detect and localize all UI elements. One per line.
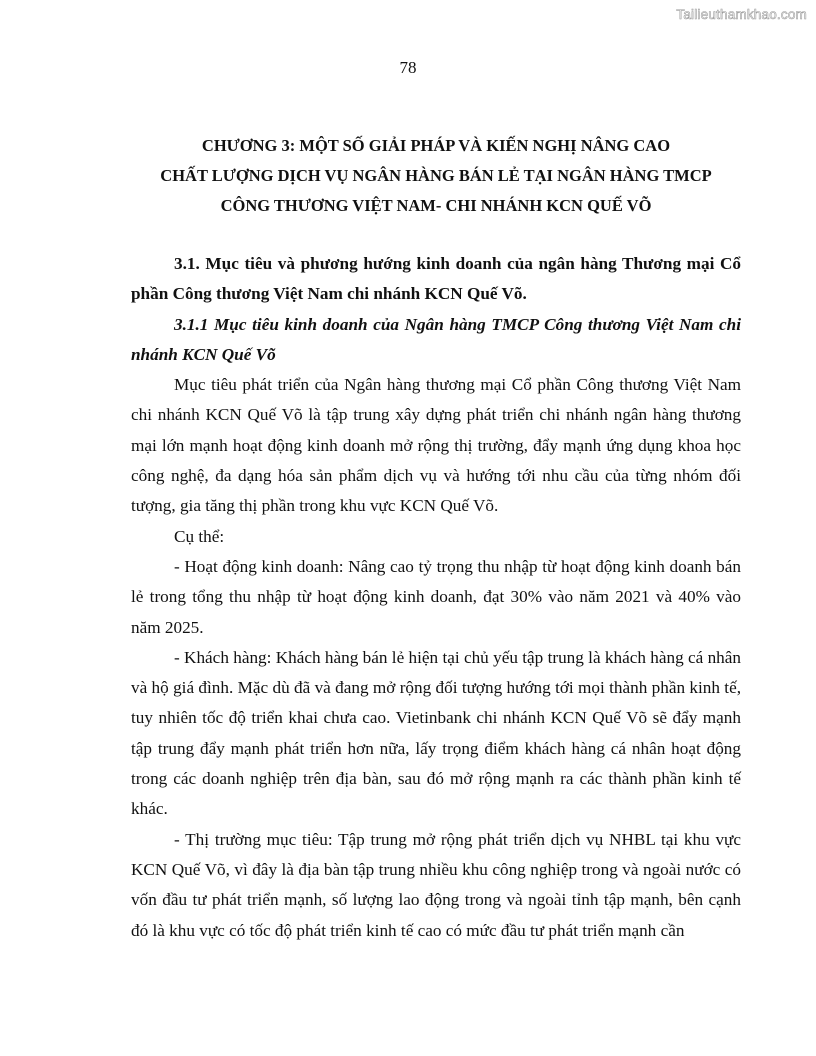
section-heading: 3.1. Mục tiêu và phương hướng kinh doanh của ngân hàng Thương mại Cổ phần Công thương Việt Nam chi nhánh KCN Quế Võ. xyxy=(131,254,741,304)
paragraph-customers: - Khách hàng: Khách hàng bán lẻ hiện tại chủ yếu tập trung là khách hàng cá nhân và hộ giá đình. Mặc dù đã và đang mở rộng đối tượng hướng tới mọi thành phần kinh tế, tuy nhiên tốc độ triển khai chưa cao. Vietinbank chi nhánh KCN Quế Võ sẽ đẩy mạnh tập trung đẩy mạnh phát triển hơn nữa, lấy trọng điểm khách hàng cá nhân hoạt động trong các doanh nghiệp trên địa bàn, sau đó mở rộng mạnh ra các thành phần kinh tế khác. xyxy=(131,647,741,819)
document-body xyxy=(131,249,741,946)
page-number: 78 xyxy=(399,58,417,77)
watermark: Tailieuthamkhao.com xyxy=(676,7,807,22)
paragraph-specific: Cụ thể: xyxy=(174,526,225,546)
paragraph-intro: Mục tiêu phát triển của Ngân hàng thương mại Cổ phần Công thương Việt Nam chi nhánh KCN Quế Võ là tập trung xây dựng phát triển chi nhánh ngân hàng thương mại lớn mạnh hoạt động kinh doanh mở rộng thị trường, đẩy mạnh ứng dụng khoa học công nghệ, đa dạng hóa sản phẩm dịch vụ và hướng tới nhu cầu của từng nhóm đối tượng, gia tăng thị phần trong khu vực KCN Quế Võ. xyxy=(131,375,741,516)
chapter-title xyxy=(130,131,742,221)
subsection-heading: 3.1.1 Mục tiêu kinh doanh của Ngân hàng TMCP Công thương Việt Nam chi nhánh KCN Quế Võ xyxy=(131,314,741,364)
paragraph-business: - Hoạt động kinh doanh: Nâng cao tỷ trọng thu nhập từ hoạt động kinh doanh bán lẻ trong tổng thu nhập từ hoạt động kinh doanh, đạt 30% vào năm 2021 và 40% vào năm 2025. xyxy=(131,556,741,637)
paragraph-market: - Thị trường mục tiêu: Tập trung mở rộng phát triển dịch vụ NHBL tại khu vực KCN Quế Võ, vì đây là địa bàn tập trung nhiều khu công nghiệp trong và ngoài nước có vốn đầu tư phát triển mạnh, số lượng lao động trong và ngoài tỉnh tập mạnh, bên cạnh đó là khu vực có tốc độ phát triển kinh tế cao có mức đầu tư phát triển mạnh cần xyxy=(131,829,741,940)
chapter-title-line: CHẤT LƯỢNG DỊCH VỤ NGÂN HÀNG BÁN LẺ TẠI NGÂN HÀNG TMCP xyxy=(160,166,712,185)
chapter-title-line: CÔNG THƯƠNG VIỆT NAM- CHI NHÁNH KCN QUẾ VÕ xyxy=(220,196,652,215)
chapter-title-line: CHƯƠNG 3: MỘT SỐ GIẢI PHÁP VÀ KIẾN NGHỊ NÂNG CAO xyxy=(201,136,671,155)
